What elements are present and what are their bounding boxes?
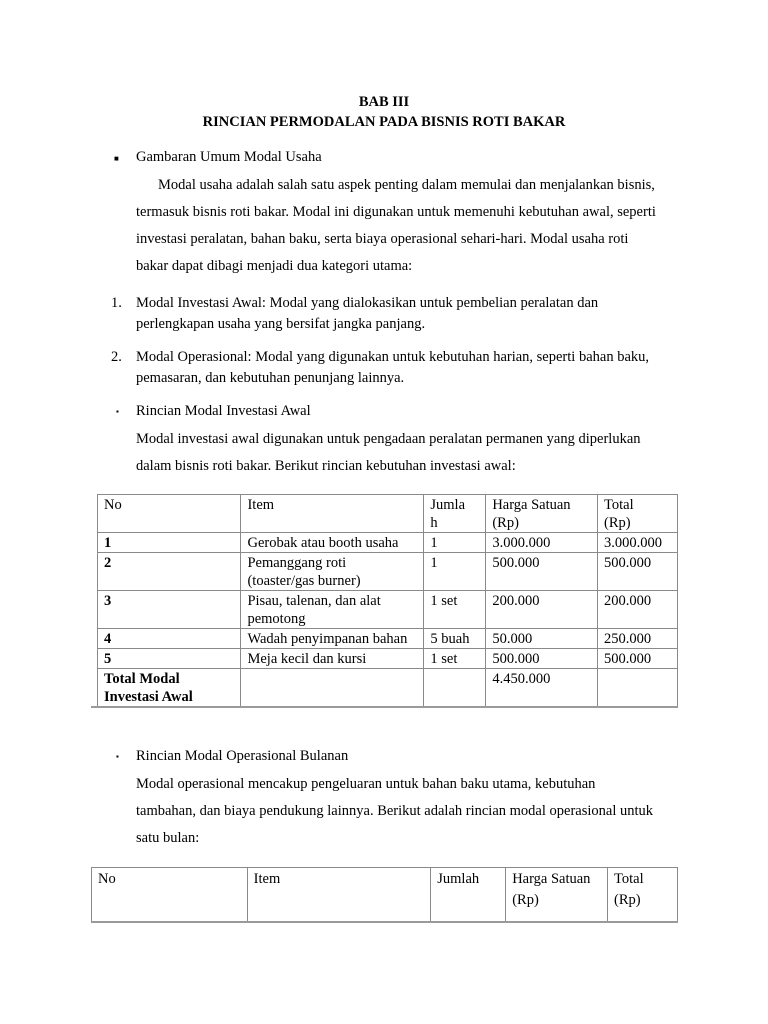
list-number: 2. xyxy=(111,349,122,365)
cell-no: 1 xyxy=(98,533,241,553)
cell-price: 200.000 xyxy=(486,591,598,629)
table-bottom-rule xyxy=(91,921,678,923)
paragraph-line: bakar dapat dibagi menjadi dua kategori utama: xyxy=(136,258,413,274)
paragraph-line: Modal operasional mencakup pengeluaran untuk bahan baku utama, kebutuhan xyxy=(136,776,596,792)
list-number: 1. xyxy=(111,295,122,311)
table-row xyxy=(98,533,678,553)
header-quantity: Jumla h xyxy=(424,495,486,533)
paragraph-line: tambahan, dan biaya pendukung lainnya. Berikut adalah rincian modal operasional untuk xyxy=(136,803,654,819)
section-heading: Rincian Modal Investasi Awal xyxy=(136,403,311,419)
paragraph-line: Modal usaha adalah salah satu aspek penting dalam memulai dan menjalankan bisnis, xyxy=(158,177,655,193)
header-no: No xyxy=(98,495,241,533)
table-bottom-rule xyxy=(91,706,678,708)
page-title: RINCIAN PERMODALAN PADA BISNIS ROTI BAKAR xyxy=(202,114,566,130)
section-paragraph xyxy=(136,774,653,855)
operational-table xyxy=(91,867,678,923)
cell-empty xyxy=(424,669,486,707)
list-item-line: pemasaran, dan kebutuhan penunjang lainnya. xyxy=(136,370,405,386)
table-total-row xyxy=(98,669,678,707)
paragraph-line: Modal investasi awal digunakan untuk pengadaan peralatan permanen yang diperlukan xyxy=(136,431,641,447)
table-row xyxy=(98,649,678,669)
total-label: Total Modal Investasi Awal xyxy=(98,669,241,707)
list-item-line: Modal Operasional: Modal yang digunakan untuk kebutuhan harian, seperti bahan baku, xyxy=(136,349,650,365)
cell-no: 3 xyxy=(98,591,241,629)
cell-total: 200.000 xyxy=(598,591,678,629)
header-unit-price: Harga Satuan (Rp) xyxy=(486,495,598,533)
cell-empty xyxy=(241,669,424,707)
cell-qty: 5 buah xyxy=(424,629,486,649)
cell-item: Pemanggang roti (toaster/gas burner) xyxy=(241,553,424,591)
cell-qty: 1 set xyxy=(424,649,486,669)
cell-price: 3.000.000 xyxy=(486,533,598,553)
cell-price: 50.000 xyxy=(486,629,598,649)
cell-total: 500.000 xyxy=(598,649,678,669)
cell-qty: 1 xyxy=(424,553,486,591)
section-paragraph xyxy=(136,175,656,283)
header-total: Total (Rp) xyxy=(598,495,678,533)
header-total: Total (Rp) xyxy=(608,868,678,923)
square-bullet-icon: ■ xyxy=(114,154,119,163)
paragraph-line: satu bulan: xyxy=(136,830,200,846)
table-row xyxy=(98,553,678,591)
cell-item: Pisau, talenan, dan alat pemotong xyxy=(241,591,424,629)
list-item-line: perlengkapan usaha yang bersifat jangka panjang. xyxy=(136,316,426,332)
paragraph-line: termasuk bisnis roti bakar. Modal ini digunakan untuk memenuhi kebutuhan awal, seperti xyxy=(136,204,656,220)
header-quantity: Jumlah xyxy=(431,868,506,923)
cell-total: 250.000 xyxy=(598,629,678,649)
cell-item: Meja kecil dan kursi xyxy=(241,649,424,669)
table-row xyxy=(98,629,678,649)
header-unit-price: Harga Satuan (Rp) xyxy=(506,868,608,923)
section-heading: Rincian Modal Operasional Bulanan xyxy=(136,748,349,764)
cell-item: Wadah penyimpanan bahan xyxy=(241,629,424,649)
cell-item: Gerobak atau booth usaha xyxy=(241,533,424,553)
small-square-bullet-icon: ▪ xyxy=(116,752,119,761)
header-item: Item xyxy=(247,868,431,923)
cell-no: 4 xyxy=(98,629,241,649)
cell-no: 2 xyxy=(98,553,241,591)
table-header-row xyxy=(92,868,678,923)
cell-qty: 1 xyxy=(424,533,486,553)
paragraph-line: investasi peralatan, bahan baku, serta biaya operasional sehari-hari. Modal usaha roti xyxy=(136,231,629,247)
paragraph-line: dalam bisnis roti bakar. Berikut rincian kebutuhan investasi awal: xyxy=(136,458,516,474)
table-row xyxy=(98,591,678,629)
chapter-label: BAB III xyxy=(358,94,410,110)
total-value: 4.450.000 xyxy=(486,669,598,707)
cell-no: 5 xyxy=(98,649,241,669)
section-heading: Gambaran Umum Modal Usaha xyxy=(136,149,322,165)
list-item-line: Modal Investasi Awal: Modal yang dialokasikan untuk pembelian peralatan dan xyxy=(136,295,599,311)
section-paragraph xyxy=(136,429,641,483)
cell-total: 3.000.000 xyxy=(598,533,678,553)
table-header-row xyxy=(98,495,678,533)
header-item: Item xyxy=(241,495,424,533)
list-item xyxy=(136,293,598,335)
cell-price: 500.000 xyxy=(486,649,598,669)
cell-qty: 1 set xyxy=(424,591,486,629)
cell-empty xyxy=(598,669,678,707)
cell-price: 500.000 xyxy=(486,553,598,591)
small-square-bullet-icon: ▪ xyxy=(116,407,119,416)
header-no: No xyxy=(92,868,248,923)
cell-total: 500.000 xyxy=(598,553,678,591)
list-item xyxy=(136,347,649,389)
investment-table xyxy=(97,494,678,707)
